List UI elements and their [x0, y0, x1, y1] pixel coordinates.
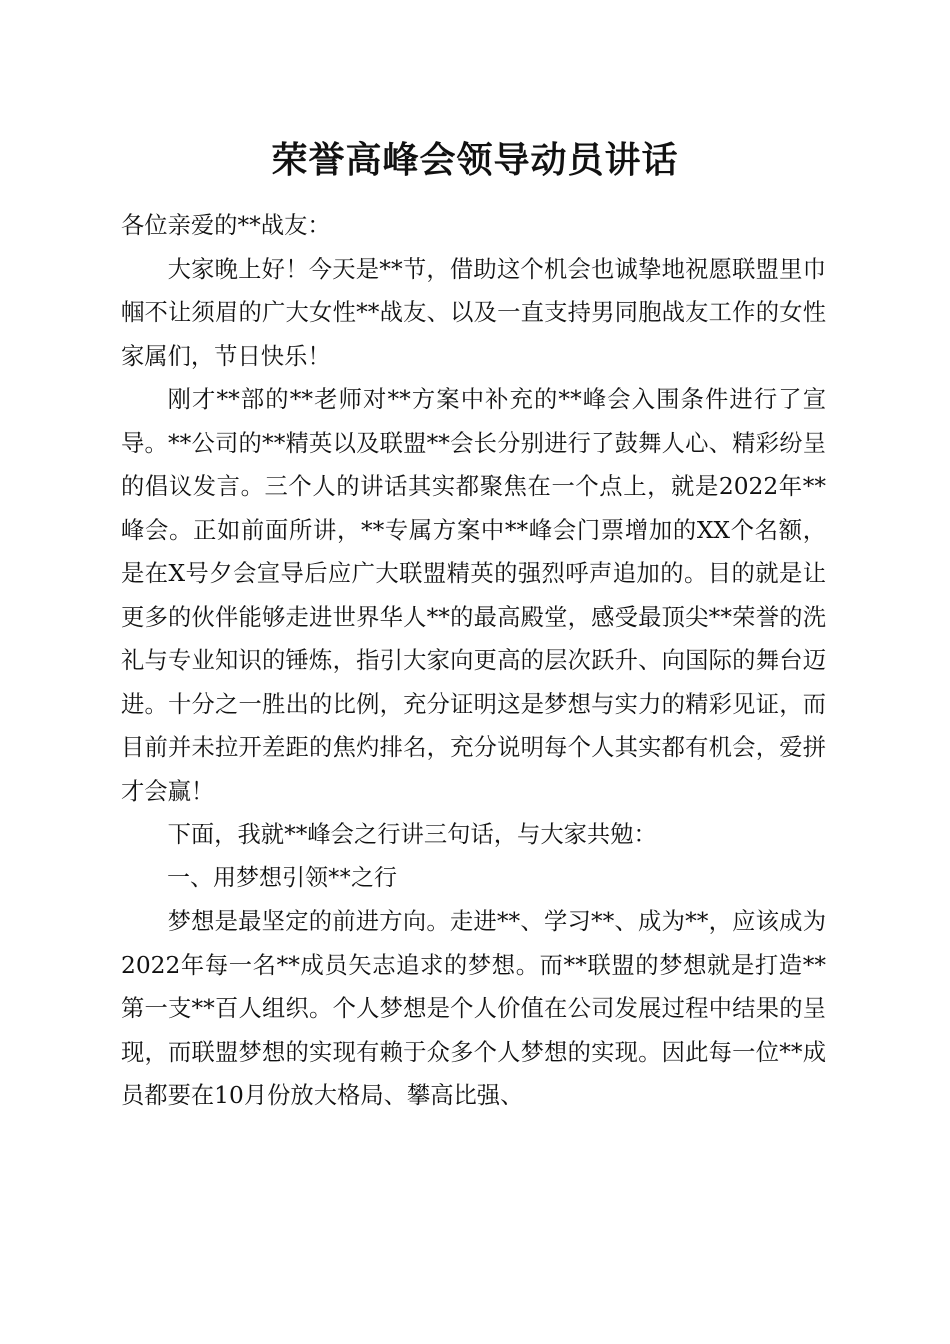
document-title: 荣誉高峰会领导动员讲话 — [271, 139, 679, 181]
section-heading: 一、用梦想引领**之行 — [167, 864, 397, 891]
paragraph-dream: 梦想是最坚定的前进方向。走进**、学习**、成为**，应该成为2022年每一名**成员矢志追求的梦想。而**联盟的梦想就是打造**第一支**百人组织。个人梦想是个人价值在公司发展过程中结果的呈现，而联盟梦想的实现有赖于众多个人梦想的实现。因此每一位**成员都要在10月份放大格局、攀高比强、 — [121, 908, 826, 1109]
paragraph-summit-overview: 刚才**部的**老师对**方案中补充的**峰会入围条件进行了宣导。**公司的**精英以及联盟**会长分别进行了鼓舞人心、精彩纷呈的倡议发言。三个人的讲话其实都聚焦在一个点上，就是2022年**峰会。正如前面所讲，**专属方案中**峰会门票增加的XX个名额，是在X号夕会宣导后应广大联盟精英的强烈呼声追加的。目的就是让更多的伙伴能够走进世界华人**的最高殿堂，感受最顶尖**荣誉的洗礼与专业知识的锤炼，指引大家向更高的层次跃升、向国际的舞台迈进。十分之一胜出的比例，充分证明这是梦想与实力的精彩见证，而目前并未拉开差距的焦灼排名，充分说明每个人其实都有机会，爱拼才会赢！ — [121, 386, 826, 805]
salutation: 各位亲爱的**战友： — [121, 212, 331, 239]
document-body — [121, 204, 826, 1118]
paragraph-greeting: 大家晚上好！今天是**节，借助这个机会也诚挚地祝愿联盟里巾帼不让须眉的广大女性**战友、以及一直支持男同胞战友工作的女性家属们，节日快乐！ — [121, 255, 826, 370]
paragraph-transition: 下面，我就**峰会之行讲三句话，与大家共勉： — [167, 821, 657, 848]
